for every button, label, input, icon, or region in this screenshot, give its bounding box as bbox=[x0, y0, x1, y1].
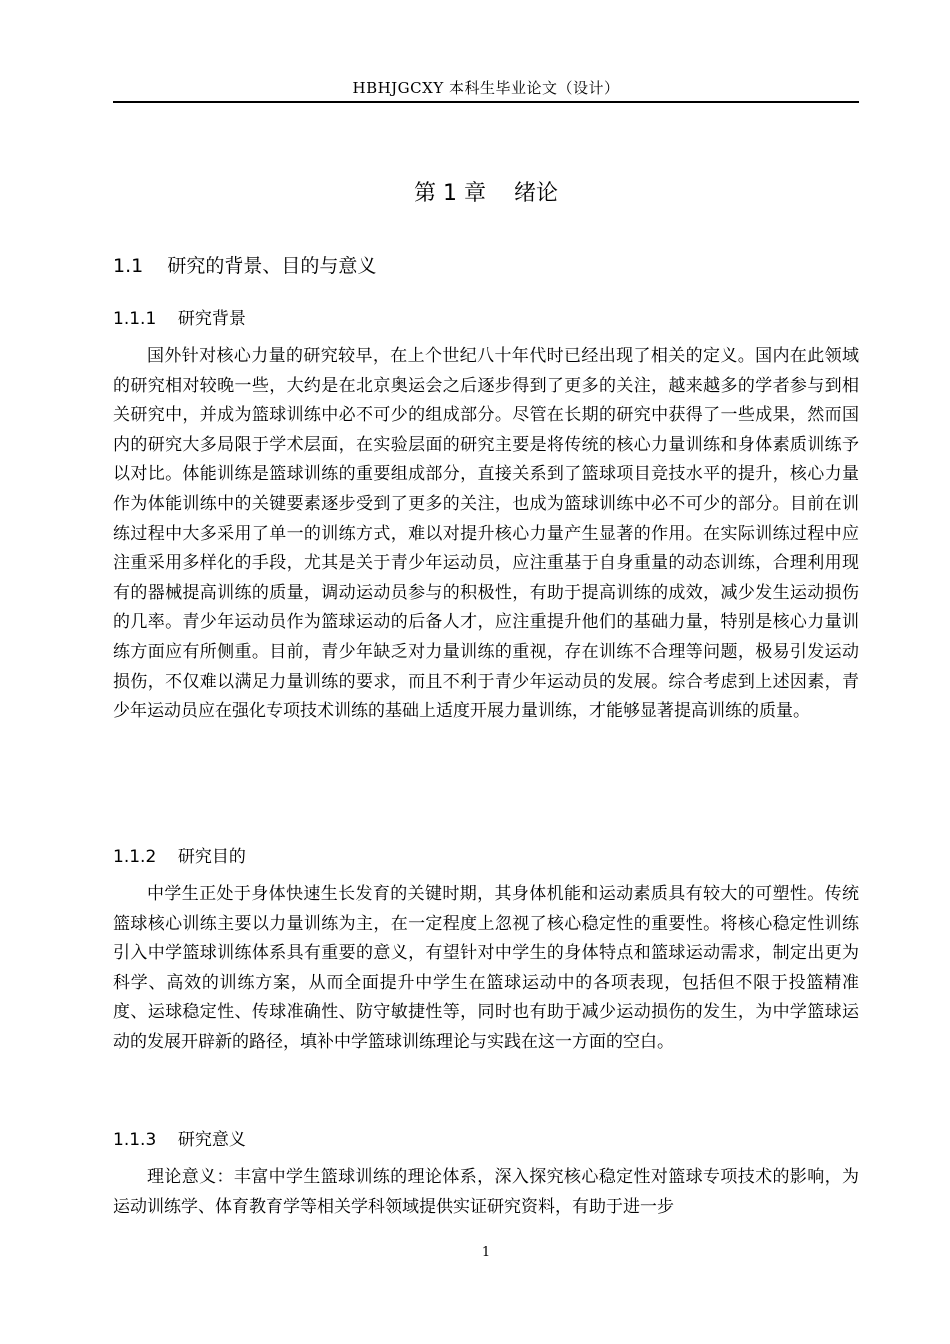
paragraph-research-purpose: 中学生正处于身体快速生长发育的关键时期，其身体机能和运动素质具有较大的可塑性。传统篮球核心训练主要以力量训练为主，在一定程度上忽视了核心稳定性的重要性。将核心稳定性训练引入中学篮球训练体系具有重要的意义，有望针对中学生的身体特点和篮球运动需求，制定出更为科学、高效的训练方案，从而全面提升中学生在篮球运动中的各项表现，包括但不限于投篮精准度、运球稳定性、传球准确性、防守敏捷性等，同时也有助于减少运动损伤的发生，为中学篮球运动的发展开辟新的路径，填补中学篮球训练理论与实践在这一方面的空白。 bbox=[113, 884, 859, 1052]
header-rule bbox=[113, 101, 859, 103]
section-heading-1-1-3: 1.1.3 研究意义 bbox=[113, 1130, 246, 1150]
page-header: HBHJGCXY 本科生毕业论文（设计） bbox=[352, 79, 620, 97]
paragraph-research-significance: 理论意义：丰富中学生篮球训练的理论体系，深入探究核心稳定性对篮球专项技术的影响，为运动训练学、体育教育学等相关学科领域提供实证研究资料，有助于进一步 bbox=[113, 1167, 859, 1217]
paragraph-research-background: 国外针对核心力量的研究较早，在上个世纪八十年代时已经出现了相关的定义。国内在此领域的研究相对较晚一些，大约是在北京奥运会之后逐步得到了更多的关注，越来越多的学者参与到相关研究中，并成为篮球训练中必不可少的组成部分。尽管在长期的研究中获得了一些成果，然而国内的研究大多局限于学术层面，在实验层面的研究主要是将传统的核心力量训练和身体素质训练予以对比。体能训练是篮球训练的重要组成部分，直接关系到了篮球项目竞技水平的提升，核心力量作为体能训练中的关键要素逐步受到了更多的关注，也成为篮球训练中必不可少的部分。目前在训练过程中大多采用了单一的训练方式，难以对提升核心力量产生显著的作用。在实际训练过程中应注重采用多样化的手段，尤其是关于青少年运动员，应注重基于自身重量的动态训练，合理利用现有的器械提高训练的质量，调动运动员参与的积极性，有助于提高训练的成效，减少发生运动损伤的几率。青少年运动员作为篮球运动的后备人才，应注重提升他们的基础力量，特别是核心力量训练方面应有所侧重。目前，青少年缺乏对力量训练的重视，存在训练不合理等问题，极易引发运动损伤，不仅难以满足力量训练的要求，而且不利于青少年运动员的发展。综合考虑到上述因素，青少年运动员应在强化专项技术训练的基础上适度开展力量训练，才能够显著提高训练的质量。 bbox=[113, 346, 859, 722]
section-heading-1-1: 1.1 研究的背景、目的与意义 bbox=[113, 255, 377, 277]
chapter-title: 第 1 章 绪论 bbox=[414, 181, 558, 206]
section-heading-1-1-1: 1.1.1 研究背景 bbox=[113, 309, 246, 329]
section-heading-1-1-2: 1.1.2 研究目的 bbox=[113, 847, 246, 867]
page-number: 1 bbox=[481, 1245, 491, 1260]
